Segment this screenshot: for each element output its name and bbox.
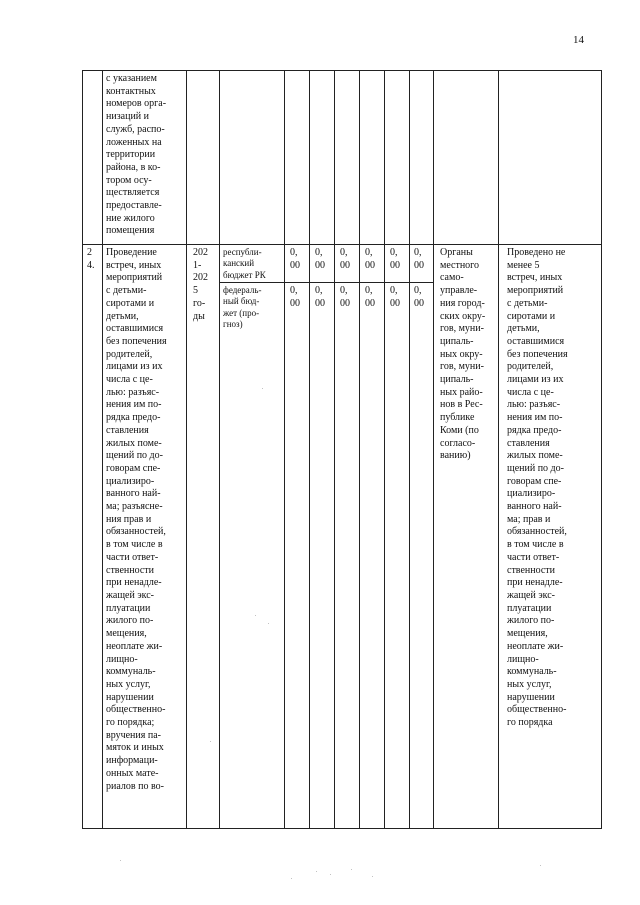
col-border (409, 70, 410, 828)
col-border (82, 70, 83, 828)
col-border (186, 70, 187, 828)
scan-speck (540, 865, 541, 866)
scan-speck (351, 869, 352, 870)
scan-speck (120, 860, 121, 861)
col-border (601, 70, 602, 828)
col-border (359, 70, 360, 828)
col-border (219, 70, 220, 828)
value-cell: 0, 00 (390, 247, 400, 271)
value-cell: 0, 00 (365, 247, 375, 271)
value-cell: 0, 00 (365, 285, 375, 309)
col-border (309, 70, 310, 828)
value-cell: 0, 00 (290, 247, 300, 271)
scan-speck (372, 876, 373, 877)
source-divider (219, 282, 433, 283)
value-cell: 0, 00 (315, 247, 325, 271)
row-description: Проведение встреч, иных мероприятий с детьми- сиротами и детьми, оставшимися без попечения родителей, лицами из их числа с це- лью: разъяс- нения им по- рядка предо- ставления жилых поме- щений по до- говорам спе- циализиро- ванного най- ма; разъясне- ния прав и обязанностей, в том числе в части ответ- ственности при ненадле- жащей экс- плуатации жилого по- мещения, неоплате жи- лищно- коммуналь- ных услуг, нарушении общественно- го порядка; вручения па- мяток и иных информаци- онных мате- риалов по во- (106, 247, 167, 792)
value-cell: 0, 00 (340, 247, 350, 271)
prev-row-description: с указанием контактных номеров орга- низаций и служб, распо- ложенных на территории района, в ко- тором осу- ществляется предоставле- ние жилого помещения (106, 73, 167, 237)
scan-speck (291, 878, 292, 879)
row-number: 2 4. (87, 247, 95, 271)
table-bottom-border (82, 828, 602, 829)
row-executor: Органы местного само- управле- ния город- ских окру- гов, муни- ципаль- ных окру- гов, муни- ципаль- ных райо- нов в Рес- публике Коми (по согласо- ванию) (440, 247, 486, 462)
col-border (102, 70, 103, 828)
scan-speck (262, 388, 263, 389)
row-divider (82, 244, 602, 245)
scan-speck (255, 615, 256, 616)
scan-speck (330, 874, 331, 875)
funding-source-federal: федераль- ный бюд- жет (про- гноз) (223, 285, 262, 330)
scan-speck (268, 623, 269, 624)
col-border (498, 70, 499, 828)
col-border (433, 70, 434, 828)
col-border (284, 70, 285, 828)
table-top-border (82, 70, 602, 71)
row-result: Проведено не менее 5 встреч, иных мероприятий с детьми- сиротами и детьми, оставшимися без попечения родителей, лицами из их числа с це- лью: разъяс- нения им по- рядка предо- ставления жилых поме- щений по до- говорам спе- циализиро- ванного най- ма; прав и обязанностей, в том числе в части ответ- ственности при ненадле- жащей экс- плуатации жилого по- мещения, неоплате жи- лищно- коммуналь- ных услуг, нарушении общественно- го порядка (507, 247, 568, 729)
scan-speck (210, 741, 211, 742)
value-cell: 0, 00 (390, 285, 400, 309)
funding-source-republic: республи- канский бюджет РК (223, 247, 266, 280)
row-period: 202 1- 202 5 го- ды (193, 247, 208, 322)
value-cell: 0, 00 (340, 285, 350, 309)
value-cell: 0, 00 (290, 285, 300, 309)
value-cell: 0, 00 (315, 285, 325, 309)
scan-speck (316, 871, 317, 872)
col-border (334, 70, 335, 828)
value-cell: 0, 00 (414, 285, 424, 309)
value-cell: 0, 00 (414, 247, 424, 271)
page-number: 14 (573, 34, 584, 46)
col-border (384, 70, 385, 828)
